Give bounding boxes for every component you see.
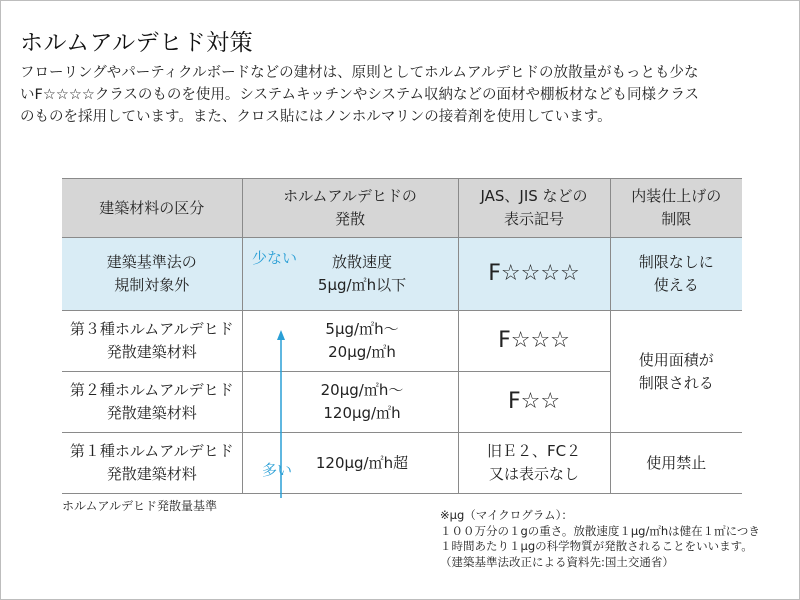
header-mark: JAS、JIS などの 表示記号 [458,179,610,238]
intro-line: フローリングやパーティクルボードなどの建材は、原則としてホルムアルデヒドの放散量がもっとも少な [20,65,699,81]
unit-note [440,508,790,570]
emission-rate-cell: 120μg/㎡h超 [242,433,458,494]
table-row [62,311,742,372]
table-row [62,238,742,311]
mark-cell: F☆☆☆☆ [458,238,610,311]
mark-cell: 旧Ｅ２、FC２ 又は表示なし [458,433,610,494]
intro-line: いF☆☆☆☆クラスのものを使用。システムキッチンやシステム収納などの面材や棚板材なども同様クラス [20,87,700,103]
restriction-cell: 使用禁止 [610,433,742,494]
emission-rate-cell: 5μg/㎡h〜 20μg/㎡h [242,311,458,372]
header-emission: ホルムアルデヒドの 発散 [242,179,458,238]
category-cell: 第３種ホルムアルデヒド 発散建築材料 [62,311,242,372]
note-line: ※μg（マイクログラム）： [440,508,573,522]
table-caption: ホルムアルデヒド発散量基準 [62,499,218,513]
note-line: １時間あたり１μgの科学物質が発散されることをいいます。 [440,539,753,553]
note-line: （建築基準法改正による資料先:国土交通省） [440,554,674,569]
table-row [62,433,742,494]
header-restriction: 内装仕上げの 制限 [610,179,742,238]
page-title: ホルムアルデヒド対策 [20,30,254,56]
mark-cell: F☆☆☆ [458,311,610,372]
header-category: 建築材料の区分 [62,179,242,238]
mark-cell: F☆☆ [458,372,610,433]
intro-line: のものを採用しています。また、クロス貼にはノンホルマリンの接着剤を使用しています。 [20,109,612,125]
note-line: １００万分の１gの重さ。放散速度１μg/㎡hは健在１㎡につき [440,523,760,538]
category-cell: 第１種ホルムアルデヒド 発散建築材料 [62,433,242,494]
category-cell: 建築基準法の 規制対象外 [62,238,242,311]
emission-rate-cell: 放散速度 5μg/㎡h以下 [242,238,458,311]
category-cell: 第２種ホルムアルデヒド 発散建築材料 [62,372,242,433]
intro-paragraph [20,62,790,128]
arrow-label-few: 少ない [252,249,298,267]
restriction-cell: 制限なしに 使える [610,238,742,311]
table-header-row [62,179,742,238]
arrow-label-many: 多い [262,461,293,479]
emission-rate-cell: 20μg/㎡h〜 120μg/㎡h [242,372,458,433]
formaldehyde-table [62,178,742,494]
restriction-cell: 使用面積が 制限される [610,311,742,433]
